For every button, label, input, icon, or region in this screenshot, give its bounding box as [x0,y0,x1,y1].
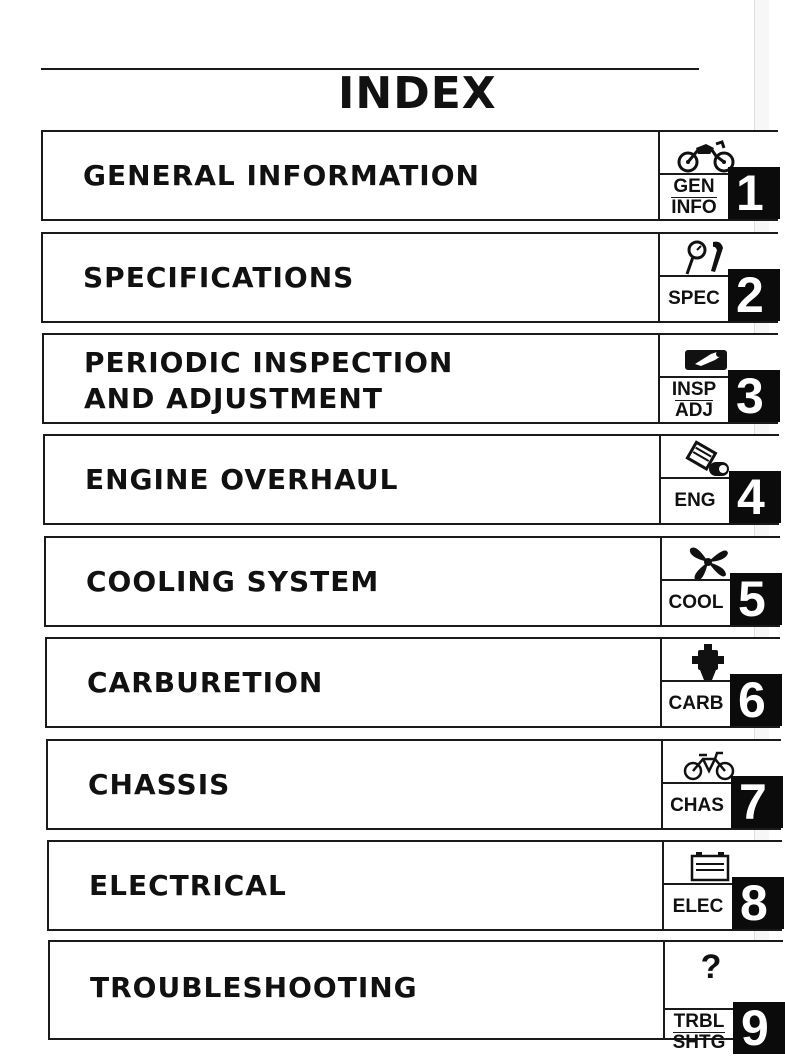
tab-number: 9 [733,1002,785,1054]
tab-trbl-shtg[interactable] [663,940,783,1056]
tab-gen-info[interactable] [658,130,778,221]
tab-code [661,477,729,523]
tab-code [660,275,728,321]
section-general-information[interactable] [41,130,768,221]
tab-code-line: ENG [674,490,716,511]
tab-number: 4 [729,471,781,523]
page-title: INDEX [338,68,497,119]
section-title: COOLING SYSTEM [86,564,380,598]
tab-code-line: CARB [668,693,724,714]
section-label [87,639,323,726]
svg-text:?: ? [700,948,722,986]
section-title: ELECTRICAL [89,868,287,902]
question-icon [669,944,753,988]
section-label [84,335,453,422]
tab-code [665,1008,733,1054]
section-box [44,536,668,627]
tab-code [660,376,728,422]
tab-number: 5 [730,573,782,625]
section-chassis[interactable] [46,739,768,830]
section-carburetion[interactable] [45,637,768,728]
tab-spec[interactable] [658,232,778,323]
section-box [48,940,668,1040]
tab-insp-adj[interactable] [658,333,778,424]
section-title-line-2: AND ADJUSTMENT [84,382,383,415]
section-title: TROUBLESHOOTING [90,971,418,1004]
section-label [85,436,399,523]
section-title: GENERAL INFORMATION [83,158,480,192]
tab-code [663,782,731,828]
section-title: CARBURETION [87,665,324,699]
section-title: CHASSIS [88,767,231,801]
section-label [86,538,379,625]
section-periodic-inspection[interactable] [42,333,768,424]
tab-code-line: ELEC [672,896,724,917]
tab-code-line: INSP [671,378,717,400]
tab-number: 8 [732,877,784,929]
section-label [90,942,418,1038]
tab-number: 1 [728,167,780,219]
tab-code-line: INFO [671,196,717,218]
tab-code-line: ADJ [674,399,713,421]
section-label [88,741,230,828]
section-box [47,840,668,931]
section-specifications[interactable] [41,232,768,323]
section-box [43,434,668,525]
tab-eng[interactable] [659,434,779,525]
section-label [83,234,354,321]
section-box [41,232,668,323]
tab-number: 3 [728,370,780,422]
tab-code [662,680,730,726]
section-electrical[interactable] [47,840,768,931]
section-label [89,842,287,929]
section-box [42,333,668,424]
tab-code [664,883,732,929]
tab-number: 2 [728,269,780,321]
section-cooling-system[interactable] [44,536,768,627]
section-label [83,132,480,219]
tab-code [662,579,730,625]
tab-code-line: SHTG [672,1031,726,1053]
section-title: SPECIFICATIONS [83,260,355,294]
section-troubleshooting[interactable] [48,940,769,1056]
section-title: ENGINE OVERHAUL [85,462,399,496]
tab-cool[interactable] [660,536,780,627]
tab-elec[interactable] [662,840,782,931]
tab-chas[interactable] [661,739,781,830]
tab-number: 7 [731,776,783,828]
section-title: PERIODIC INSPECTION [84,346,454,379]
section-box [46,739,668,830]
tab-code-line: SPEC [668,288,720,309]
section-engine-overhaul[interactable] [43,434,768,525]
tab-number: 6 [730,674,782,726]
tab-code-line: GEN [673,175,715,197]
tab-code-line: TRBL [673,1010,725,1032]
tab-code-line: COOL [668,592,724,613]
section-box [41,130,668,221]
tab-carb[interactable] [660,637,780,728]
tab-code [660,173,728,219]
tab-code-line: CHAS [670,795,724,816]
section-box [45,637,668,728]
